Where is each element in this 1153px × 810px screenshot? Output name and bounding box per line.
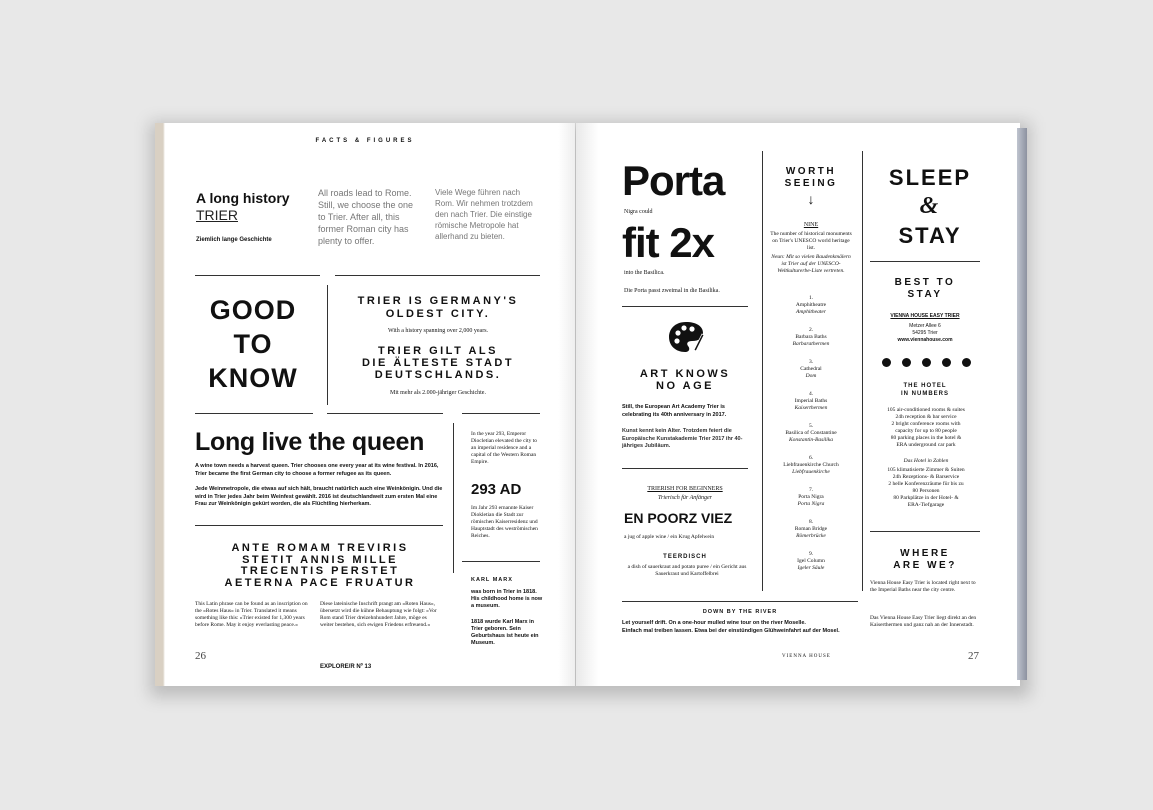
page-edge — [1017, 128, 1027, 680]
numbers-english — [864, 407, 988, 449]
marx-english: was born in Trier in 1818. His childhood home is now a museum. — [471, 589, 543, 609]
marx-title: KARL MARX — [471, 577, 513, 583]
worth-seeing-heading — [770, 166, 852, 190]
hotel-address — [870, 323, 980, 336]
numbers-line: capacity for up to 80 people — [895, 428, 957, 434]
monument-name: Basilica of Constantine — [785, 430, 837, 436]
divider — [462, 561, 540, 562]
side-english: In the year 293, Emperor Diocletian elevated the city to an imperial residence and a capital of the Western Roman Empire. — [471, 431, 537, 465]
left-page — [155, 123, 575, 686]
history-title: A long history — [196, 190, 290, 206]
address-line: 54295 Trier — [912, 329, 938, 336]
monument-name-de: Liebfrauenkirche — [792, 469, 830, 475]
latin-line: ANTE ROMAM TREVIRIS — [231, 542, 409, 554]
section-header: FACTS & FIGURES — [315, 138, 415, 144]
worth-line: WORTH — [785, 166, 837, 177]
monument-name-de: Porta Nigra — [797, 501, 825, 507]
art-heading-line: NO AGE — [656, 380, 714, 392]
monument-list — [770, 295, 852, 583]
monument-name: Cathedral — [800, 366, 822, 372]
best-line: BEST TO — [894, 277, 956, 288]
good-to-know-line: KNOW — [208, 363, 298, 393]
monument-name-de: Dom — [805, 373, 817, 379]
monument-name-de: Kaiserthermen — [794, 405, 828, 411]
divider — [327, 413, 443, 414]
best-line: STAY — [907, 289, 943, 300]
divider — [195, 525, 443, 526]
vertical-divider — [327, 285, 328, 405]
rating-dot — [962, 358, 971, 367]
oldest-line: TRIER GILT ALS — [378, 345, 498, 357]
oldest-line: TRIER IS GERMANY'S — [357, 295, 519, 307]
art-heading — [622, 368, 748, 392]
list-item — [770, 487, 852, 519]
numbers-heading — [870, 382, 980, 398]
divider — [870, 261, 980, 262]
teerdisch-meaning: a dish of sauerkraut and potato puree / ein Gericht aus Sauerkraut und Kartoffelbrei — [627, 564, 747, 577]
trierish-title: TRIERISH FOR BEGINNERS — [647, 486, 723, 492]
list-item — [770, 359, 852, 391]
teerdisch-title: TEERDISCH — [663, 554, 707, 560]
oldest-city-en — [333, 295, 543, 321]
best-to-stay-heading — [870, 277, 980, 301]
monument-name: Porta Nigra — [798, 494, 824, 500]
oldest-line: OLDEST CITY. — [385, 308, 491, 320]
sleep-line: SLEEP — [888, 165, 972, 190]
latin-english: This Latin phrase can be found as an inscription on the »Rotes Haus« in Trier. Translated it means something like this: »Trier existed for 1,300 years before Rome. May it enjoy everlasting peace.« — [195, 601, 308, 628]
rating-dot — [922, 358, 931, 367]
where-line: ARE WE? — [893, 560, 957, 571]
list-item — [770, 519, 852, 551]
monument-name: Amphitheatre — [795, 302, 827, 308]
rating-dot — [902, 358, 911, 367]
good-to-know-heading — [193, 293, 313, 395]
list-item — [770, 327, 852, 359]
oldest-line: DEUTSCHLANDS. — [374, 369, 502, 381]
right-page — [576, 123, 1020, 686]
monument-name: Imperial Baths — [794, 398, 828, 404]
where-heading — [870, 548, 980, 572]
monument-number: 7. — [808, 487, 814, 493]
porta-heading-2: fit 2x — [622, 219, 715, 266]
art-english: Still, the European Art Academy Trier is celebrating its 40th anniversary in 2017. — [622, 404, 727, 418]
nine-english: The number of historical monuments on Trier's UNESCO world heritage list. — [770, 231, 852, 251]
divider — [462, 413, 540, 414]
marx-german: 1818 wurde Karl Marx in Trier geboren. Sein Geburtshaus ist heute ein Museum. — [471, 619, 539, 646]
arrow-down-icon: ↓ — [807, 193, 815, 208]
monument-name: Barbara Baths — [795, 334, 827, 340]
divider — [622, 601, 858, 602]
porta-heading: Porta — [622, 157, 725, 204]
divider — [335, 275, 540, 276]
list-item — [770, 551, 852, 583]
river-english: Let yourself drift. On a one-hour mulled wine tour on the river Moselle. — [622, 620, 806, 626]
nine-german: Neun: Mit so vielen Baudenkmälern ist Trier auf der UNESCO-Weltkulturerbe-Liste vertreten. — [771, 254, 851, 274]
oldest-city-en-sub: With a history spanning over 2,000 years. — [387, 328, 489, 334]
latin-line: AETERNA PACE FRUATUR — [224, 576, 416, 589]
monument-number: 3. — [808, 359, 814, 365]
palette-icon — [668, 320, 704, 354]
latin-german: Diese lateinische Inschrift prangt am »Roten Haus«, übersetzt wird die kühne Behauptung wie folgt: »Vor Rom stand Trier dreizehnhundert Jahre, möge es weiter bestehen, sich ewigen Friedens erfreuend.« — [320, 601, 437, 628]
hotel-website: www.viennahouse.com — [897, 337, 953, 343]
rating-dot — [882, 358, 891, 367]
list-item — [770, 391, 852, 423]
monument-name-de: Igeler Säule — [797, 565, 825, 571]
list-item — [770, 423, 852, 455]
monument-number: 6. — [808, 455, 814, 461]
vienna-house-logo: VIENNA HOUSE — [782, 654, 831, 659]
numbers-line: 24h reception & bar service — [895, 414, 957, 420]
intro-german: Viele Wege führen nach Rom. Wir nehmen trotzdem den nach Trier. Die einstige römische Metropole hat allerhand zu bieten. — [435, 188, 533, 241]
art-heading-line: ART KNOWS — [639, 368, 731, 380]
divider — [622, 306, 748, 307]
numbers-line: 105 air-conditioned rooms & suites — [887, 407, 965, 413]
divider — [622, 468, 748, 469]
trierish-phrase: EN POORZ VIEZ — [624, 510, 733, 526]
list-item — [770, 295, 852, 327]
worth-line: SEEING — [784, 178, 838, 189]
address-line: Metzer Allee 6 — [909, 323, 941, 329]
vertical-divider — [862, 151, 863, 591]
monument-number: 2. — [808, 327, 814, 333]
monument-number: 8. — [808, 519, 814, 525]
monument-number: 4. — [808, 391, 814, 397]
monument-number: 5. — [808, 423, 814, 429]
side-german: Im Jahr 293 ernannte Kaiser Diokletian die Stadt zur römischen Kaiserresidenz und Hauptstadt des weströmischen Reiches. — [471, 505, 538, 539]
ampersand: & — [919, 193, 941, 219]
magazine-footer: EXPLORE/R Nº 13 — [320, 664, 372, 670]
numbers-line: 2 bright conference rooms with — [891, 421, 961, 427]
numbers-german — [864, 467, 988, 509]
oldest-line: DIE ÄLTESTE STADT — [361, 357, 515, 369]
numbers-line: 24h Rezeptions- & Barservice — [892, 474, 960, 480]
numbers-line: 80 parking places in the hotel & — [890, 435, 962, 441]
divider — [195, 413, 313, 414]
nine-label: NINE — [803, 222, 819, 228]
intro-english: All roads lead to Rome. Still, we choose the one to Trier. After all, this former Roman city has plenty to offer. — [318, 188, 414, 246]
page-number-right: 27 — [968, 650, 979, 662]
queen-german: Jede Weinmetropole, die etwas auf sich hält, braucht natürlich auch eine Weinkönigin. Und die wird in Trier jedes Jahr beim Weinfest gewählt. 2016 ist deutschlandweit zum ersten Mal eine Frau zur Weinkönigin gekürt worden, die als Flüchtling hierherkam. — [195, 486, 443, 507]
trierish-phrase-meaning: a jug of apple wine / ein Krug Apfelwein — [624, 534, 715, 540]
good-to-know-line: TO — [233, 329, 273, 359]
divider — [195, 275, 320, 276]
sleep-line: STAY — [898, 223, 962, 248]
monument-name-de: Römerbrücke — [796, 533, 826, 539]
rating-dot — [942, 358, 951, 367]
monument-name-de: Amphitheater — [796, 309, 826, 315]
monument-name: Liebfrauenkirche Church — [783, 462, 839, 468]
queen-english: A wine town needs a harvest queen. Trier chooses one every year at its wine festival. In 2016, Trier became the first German city to choose a former refugee as its queen. — [195, 463, 439, 477]
history-subtitle: TRIER — [196, 207, 238, 223]
porta-german: Die Porta passt zweimal in die Basilika. — [624, 288, 720, 294]
where-english: Vienna House Easy Trier is located right next to the Imperial Baths near the city centre. — [870, 580, 976, 593]
oldest-city-de-sub: Mit mehr als 2.000-jähriger Geschichte. — [390, 390, 486, 396]
list-item — [770, 455, 852, 487]
numbers-german-title: Das Hotel in Zahlen — [903, 458, 949, 464]
vertical-divider — [453, 423, 454, 573]
hotel-name: VIENNA HOUSE EASY TRIER — [890, 313, 960, 319]
numbers-line: ERA underground car park — [896, 442, 956, 448]
numbers-line: 80 Personen — [912, 488, 940, 494]
river-title: DOWN BY THE RIVER — [702, 609, 778, 615]
monument-name-de: Barbarathermen — [792, 341, 830, 347]
numbers-line: ERA-Tiefgarage — [907, 502, 945, 508]
year-number: 293 AD — [471, 481, 522, 498]
monument-name: Roman Bridge — [794, 526, 828, 532]
river-german: Einfach mal treiben lassen. Etwa bei der einstündigen Glühweinfahrt auf der Mosel. — [622, 628, 840, 634]
divider — [870, 531, 980, 532]
porta-into: into the Basilica. — [624, 270, 665, 276]
vertical-divider — [762, 151, 763, 591]
history-german: Ziemlich lange Geschichte — [196, 237, 272, 243]
latin-inscription — [195, 543, 445, 589]
oldest-city-de — [333, 345, 543, 381]
monument-name-de: Konstantin-Basilika — [789, 437, 833, 443]
monument-number: 9. — [808, 551, 814, 557]
good-to-know-line: GOOD — [209, 295, 297, 325]
monument-number: 1. — [808, 295, 814, 301]
numbers-line: 105 klimatisierte Zimmer & Suiten — [887, 467, 965, 473]
sleep-and-stay-heading — [870, 163, 990, 250]
porta-small: Nigra could — [624, 209, 653, 215]
art-german: Kunst kennt kein Alter. Trotzdem feiert die Europäische Kunstakademie Trier 2017 ihr 40-jähriges Jubiläum. — [622, 428, 743, 449]
numbers-line: 80 Parkplätze in der Hotel- & — [893, 495, 959, 501]
latin-line: STETIT ANNIS MILLE — [242, 553, 398, 566]
monument-name: Igel Column — [797, 558, 825, 564]
numbers-line: 2 helle Konferenzräume für bis zu — [888, 481, 964, 487]
latin-line: TRECENTIS PERSTET — [240, 565, 400, 577]
numbers-heading-line: THE HOTEL — [903, 383, 947, 389]
trierish-subtitle: Trierisch für Anfänger — [658, 495, 712, 501]
where-line: WHERE — [900, 548, 950, 559]
numbers-heading-line: IN NUMBERS — [900, 391, 949, 397]
queen-title: Long live the queen — [195, 428, 425, 456]
where-german: Das Vienna House Easy Trier liegt direkt an den Kaiserthermen und ganz nah an der Innenstadt. — [870, 615, 977, 628]
page-number-left: 26 — [195, 650, 206, 662]
